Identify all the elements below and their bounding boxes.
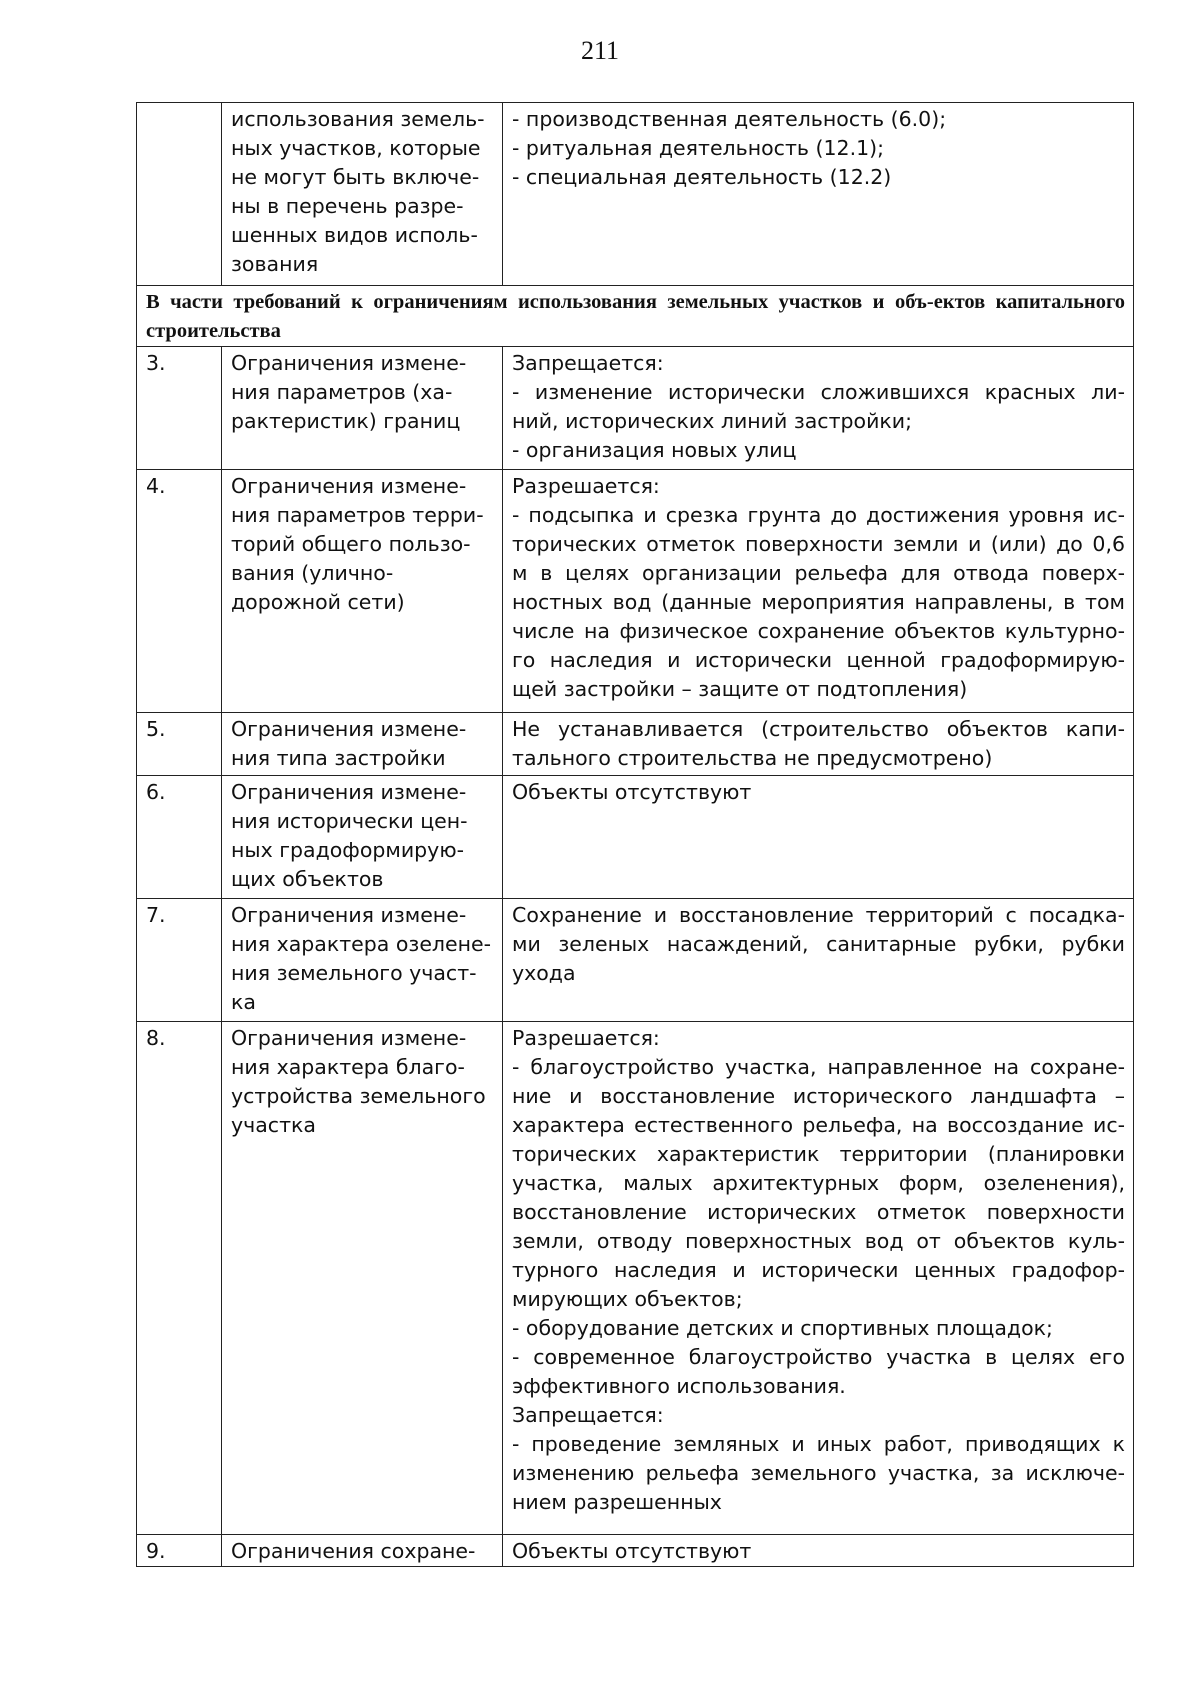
value-line: Объекты отсутствуют <box>512 1539 752 1563</box>
table-row <box>137 470 1134 713</box>
row-number: 8. <box>137 1022 222 1535</box>
value-line: Объекты отсутствуют <box>512 780 752 804</box>
value-line: Сохранение и восстановление территорий с посадка-ми зеленых насаждений, санитарные рубки, рубки ухода <box>512 903 1125 985</box>
row-number: 4. <box>137 470 222 713</box>
restriction-name: Ограничения измене-ния параметров терри-торий общего пользо-вания (улично-дорожной сети) <box>222 470 503 713</box>
restriction-value <box>503 103 1134 286</box>
restriction-name: Ограничения измене-ния исторически цен-ных градоформирую-щих объектов <box>222 776 503 899</box>
value-line: - проведение земляных и иных работ, приводящих к изменению рельефа земельного участка, за исключе-нием разрешенных <box>512 1432 1125 1514</box>
restrictions-table <box>136 102 1134 1567</box>
restriction-name: Ограничения измене-ния типа застройки <box>222 713 503 776</box>
value-line: - ритуальная деятельность (12.1); <box>512 136 885 160</box>
row-number: 9. <box>137 1535 222 1567</box>
restriction-value <box>503 1535 1134 1567</box>
value-line: Запрещается: <box>512 351 664 375</box>
row-number: 6. <box>137 776 222 899</box>
value-line: - производственная деятельность (6.0); <box>512 107 947 131</box>
value-line: - организация новых улиц <box>512 438 797 462</box>
value-line: - оборудование детских и спортивных площадок; <box>512 1316 1053 1340</box>
table-row <box>137 1535 1134 1567</box>
table-row <box>137 1022 1134 1535</box>
value-line: - благоустройство участка, направленное на сохране-ние и восстановление исторического ландшафта – характера естественного рельефа, на воссоздание ис-торических характеристик территории (планировки участка, малых архитектурных форм, озеленения), восстановление исторических отметок поверхности земли, отводу поверхностных вод от объектов куль-турного наследия и исторически ценных градофор-мирующих объектов; <box>512 1055 1125 1311</box>
value-line: Не устанавливается (строительство объектов капи-тального строительства не предусмотрено) <box>512 717 1125 770</box>
restriction-name: Ограничения сохране- <box>222 1535 503 1567</box>
restriction-value <box>503 899 1134 1022</box>
table-row-continuation <box>137 103 1134 286</box>
restriction-name: Ограничения измене-ния характера благо-устройства земельного участка <box>222 1022 503 1535</box>
restriction-name: Ограничения измене-ния параметров (ха-рактеристик) границ <box>222 347 503 470</box>
page-number: 211 <box>580 36 620 65</box>
restriction-value <box>503 776 1134 899</box>
restriction-value <box>503 347 1134 470</box>
value-line: - изменение исторически сложившихся красных ли-ний, исторических линий застройки; <box>512 380 1125 433</box>
value-line: - специальная деятельность (12.2) <box>512 165 892 189</box>
restriction-value <box>503 713 1134 776</box>
table-row <box>137 776 1134 899</box>
row-number: 7. <box>137 899 222 1022</box>
table-row <box>137 347 1134 470</box>
value-line: - подсыпка и срезка грунта до достижения уровня ис-торических отметок поверхности земли и (или) до 0,6 м в целях организации рельефа для отвода поверх-ностных вод (данные мероприятия направлены, в том числе на физическое сохранение объектов культурно-го наследия и исторически ценной градоформирую-щей застройки – защите от подтопления) <box>512 503 1125 701</box>
table-row <box>137 899 1134 1022</box>
row-number: 5. <box>137 713 222 776</box>
restriction-name: использования земель-ных участков, которые не могут быть включе-ны в перечень разре-шенных видов исполь-зования <box>222 103 503 286</box>
section-header: В части требований к ограничениям использования земельных участков и объ-ектов капитального строительства <box>137 286 1134 347</box>
restriction-value <box>503 1022 1134 1535</box>
table-row <box>137 713 1134 776</box>
restriction-name: Ограничения измене-ния характера озелене-ния земельного участ-ка <box>222 899 503 1022</box>
value-line: Разрешается: <box>512 474 660 498</box>
value-line: Разрешается: <box>512 1026 660 1050</box>
section-header-row <box>137 286 1134 347</box>
row-number-cell <box>137 103 222 286</box>
restriction-value <box>503 470 1134 713</box>
value-line: - современное благоустройство участка в целях его эффективного использования. <box>512 1345 1125 1398</box>
value-line: Запрещается: <box>512 1403 664 1427</box>
row-number: 3. <box>137 347 222 470</box>
